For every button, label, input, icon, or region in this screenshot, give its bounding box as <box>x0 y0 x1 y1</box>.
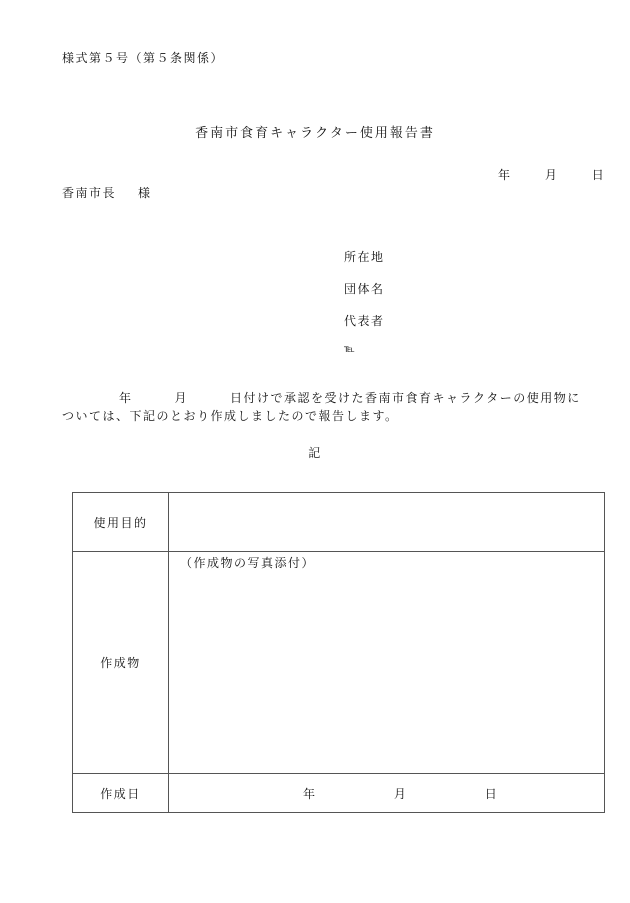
table-row <box>73 552 605 774</box>
body-text-line-2: ついては、下記のとおり作成しましたので報告します。 <box>62 409 399 423</box>
body-year: 年 <box>119 391 133 405</box>
purpose-label: 使用目的 <box>73 493 169 552</box>
purpose-value <box>169 493 605 552</box>
form-number: 様式第５号（第５条関係） <box>62 51 225 65</box>
creation-date-value <box>169 774 605 813</box>
tel-label: ℡ <box>344 344 355 355</box>
creation-date-label: 作成日 <box>73 774 169 813</box>
work-label: 作成物 <box>73 552 169 774</box>
creation-month: 月 <box>393 786 408 801</box>
organization-label: 団体名 <box>344 282 385 296</box>
year-label: 年 <box>498 168 512 182</box>
representative-label: 代表者 <box>344 314 385 328</box>
day-label: 日 <box>591 168 606 182</box>
photo-attachment-note: （作成物の写真添付） <box>180 556 316 570</box>
addressee-honorific: 様 <box>138 186 152 200</box>
body-text-line-1 <box>62 389 581 406</box>
addressee-name: 香南市長 <box>62 186 117 200</box>
addressee <box>62 184 152 201</box>
report-table <box>72 492 605 813</box>
creation-year: 年 <box>303 786 317 801</box>
address-label: 所在地 <box>344 250 385 264</box>
month-label: 月 <box>544 168 559 182</box>
table-row <box>73 774 605 813</box>
document-title: 香南市食育キャラクター使用報告書 <box>195 126 435 141</box>
ki-marker: 記 <box>308 446 322 460</box>
submission-date <box>498 166 605 183</box>
body-month: 月 <box>174 391 189 405</box>
table-row <box>73 493 605 552</box>
creation-day: 日 <box>484 786 499 801</box>
work-value <box>169 552 605 774</box>
body-line1-rest: 日付けで承認を受けた香南市食育キャラクターの使用物に <box>230 391 581 405</box>
